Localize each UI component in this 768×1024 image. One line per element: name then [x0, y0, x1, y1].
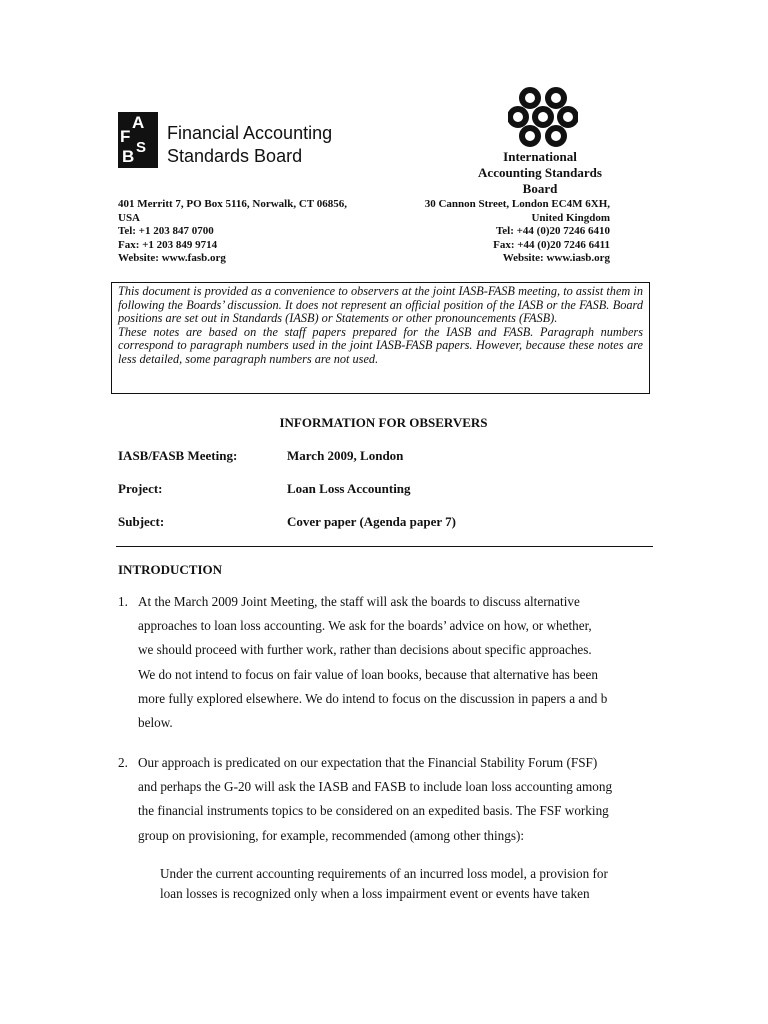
fasb-website: Website: www.fasb.org	[118, 252, 226, 264]
iasb-address-country: United Kingdom	[531, 211, 610, 224]
paragraph-line: We do not intend to focus on fair value of loan books, because that alternative has been	[138, 666, 598, 682]
fasb-address-country: USA	[118, 211, 141, 224]
fasb-logo-glyph-a: A	[132, 113, 145, 132]
paragraph-1	[138, 590, 658, 735]
meeting-value: March 2009, London	[287, 448, 404, 463]
iasb-logo-icon	[508, 86, 578, 148]
fasb-tel: Tel: +1 203 847 0700	[118, 225, 214, 237]
paragraph-line: we should proceed with further work, rather than decisions about specific approaches.	[138, 642, 592, 658]
fasb-logo-glyph-f: F	[120, 127, 131, 146]
iasb-website: Website: www.iasb.org	[502, 252, 610, 264]
iasb-address-line: 30 Cannon Street, London EC4M 6XH,	[424, 198, 610, 210]
quoted-text	[160, 864, 630, 904]
fasb-address-line: 401 Merritt 7, PO Box 5116, Norwalk, CT 06856,	[118, 198, 347, 210]
iasb-name-line3: Board	[522, 181, 558, 196]
paragraph-line: below.	[138, 715, 173, 731]
fasb-name-line1: Financial Accounting	[167, 123, 333, 143]
fasb-address	[118, 198, 378, 266]
iasb-name-line1: International	[503, 149, 577, 164]
fasb-name	[167, 122, 332, 168]
meeting-label: IASB/FASB Meeting:	[118, 448, 238, 463]
subject-value: Cover paper (Agenda paper 7)	[287, 514, 456, 529]
observer-notice-box	[111, 282, 650, 394]
paragraph-line: Our approach is predicated on our expectation that the Financial Stability Forum (FSF)	[138, 755, 598, 770]
iasb-name-line2: Accounting Standards	[478, 165, 602, 180]
project-value: Loan Loss Accounting	[287, 481, 411, 496]
notice-paragraph-2: These notes are based on the staff papers prepared for the IASB and FASB. Paragraph numbers correspond to paragraph numbers used in the joint IASB-FASB papers. However, because these notes are less detailed, some paragraph numbers are not used.	[118, 324, 643, 366]
paragraph-line: the financial instruments topics to be considered on an expedited basis. The FSF working	[138, 803, 609, 819]
section-heading-introduction: INTRODUCTION	[118, 562, 223, 577]
paragraph-number-1: 1.	[118, 594, 128, 609]
iasb-fax: Fax: +44 (0)20 7246 6411	[493, 238, 610, 251]
info-title: INFORMATION FOR OBSERVERS	[279, 415, 488, 430]
paragraph-line: more fully explored elsewhere. We do intend to focus on the discussion in papers a and b	[138, 690, 608, 706]
paragraph-line: approaches to loan loss accounting. We ask for the boards’ advice on how, or whether,	[138, 618, 592, 634]
notice-paragraph-1: This document is provided as a convenience to observers at the joint IASB-FASB meeting, to assist them in following the Boards’ discussion. It does not represent an official position of the IASB or the FASB. Board positions are set out in Standards (IASB) or Statements or other pronouncements (FASB).	[118, 284, 643, 326]
paragraph-line: and perhaps the G-20 will ask the IASB and FASB to include loan loss accounting among	[138, 779, 613, 795]
project-label: Project:	[118, 481, 163, 496]
iasb-name	[470, 149, 610, 197]
fasb-logo-glyph-s: S	[136, 139, 147, 156]
fasb-logo	[118, 112, 158, 168]
subject-label: Subject:	[118, 514, 165, 529]
fasb-logo-glyph-b: B	[122, 147, 135, 166]
quote-line: loan losses is recognized only when a loss impairment event or events have taken	[160, 886, 590, 901]
divider	[116, 546, 653, 547]
paragraph-line: group on provisioning, for example, recommended (among other things):	[138, 827, 525, 843]
iasb-tel: Tel: +44 (0)20 7246 6410	[495, 225, 610, 237]
fasb-name-line2: Standards Board	[167, 146, 303, 166]
paragraph-2	[138, 751, 658, 848]
iasb-address	[400, 198, 610, 266]
fasb-fax: Fax: +1 203 849 9714	[118, 238, 218, 251]
paragraph-number-2: 2.	[118, 755, 128, 770]
quote-line: Under the current accounting requirements of an incurred loss model, a provision for	[160, 866, 608, 881]
paragraph-line: At the March 2009 Joint Meeting, the staff will ask the boards to discuss alternative	[138, 594, 580, 609]
